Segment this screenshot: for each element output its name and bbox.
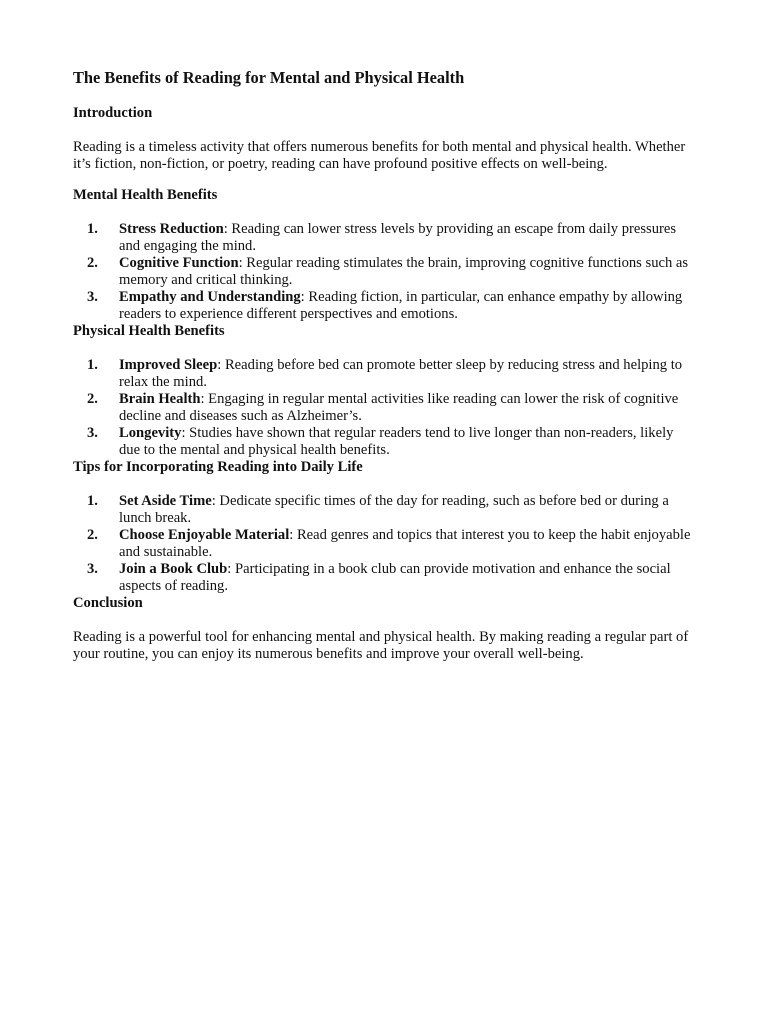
list-item-term: Stress Reduction xyxy=(119,221,224,237)
list-item-text: : Regular reading stimulates the brain, improving cognitive functions such as memory and critical thinking. xyxy=(119,255,689,288)
list-item-number: 3. xyxy=(87,289,98,305)
mental-health-heading: Mental Health Benefits xyxy=(73,187,218,203)
list-item xyxy=(87,561,695,595)
list-item-number: 1. xyxy=(87,493,98,509)
list-item-term: Cognitive Function xyxy=(119,255,239,271)
list-item-number: 1. xyxy=(87,357,98,373)
list-item xyxy=(87,493,695,527)
document-page xyxy=(73,68,695,677)
list-item-text: : Dedicate specific times of the day for reading, such as before bed or during a lunch break. xyxy=(119,493,669,526)
list-item xyxy=(87,527,695,561)
list-item-number: 2. xyxy=(87,527,98,543)
tips-heading: Tips for Incorporating Reading into Daily Life xyxy=(73,459,363,475)
list-item xyxy=(87,425,695,459)
list-item-term: Brain Health xyxy=(119,391,201,407)
list-item-text: : Reading fiction, in particular, can enhance empathy by allowing readers to experience different perspectives and emotions. xyxy=(119,289,683,322)
conclusion-heading: Conclusion xyxy=(73,595,143,611)
list-item xyxy=(87,255,695,289)
list-item-text: : Reading before bed can promote better sleep by reducing stress and helping to relax the mind. xyxy=(119,357,683,390)
list-item-text: : Participating in a book club can provide motivation and enhance the social aspects of reading. xyxy=(119,561,671,594)
list-item-text: : Engaging in regular mental activities like reading can lower the risk of cognitive decline and diseases such as Alzheimer’s. xyxy=(119,391,679,424)
list-item xyxy=(87,391,695,425)
tips-list xyxy=(73,493,695,595)
list-item-term: Longevity xyxy=(119,425,182,441)
list-item-term: Empathy and Understanding xyxy=(119,289,301,305)
introduction-paragraph: Reading is a timeless activity that offers numerous benefits for both mental and physical health. Whether it’s fiction, non-fiction, or poetry, reading can have profound positive effects on well-being. xyxy=(73,139,686,172)
physical-health-list xyxy=(73,357,695,459)
list-item-term: Improved Sleep xyxy=(119,357,218,373)
list-item xyxy=(87,221,695,255)
document-title: The Benefits of Reading for Mental and Physical Health xyxy=(73,68,465,87)
list-item-term: Set Aside Time xyxy=(119,493,212,509)
list-item-term: Join a Book Club xyxy=(119,561,228,577)
physical-health-heading: Physical Health Benefits xyxy=(73,323,225,339)
conclusion-paragraph: Reading is a powerful tool for enhancing mental and physical health. By making reading a regular part of your routine, you can enjoy its numerous benefits and improve your overall well-being. xyxy=(73,629,689,662)
list-item-number: 1. xyxy=(87,221,98,237)
list-item-number: 3. xyxy=(87,561,98,577)
list-item-number: 3. xyxy=(87,425,98,441)
mental-health-list xyxy=(73,221,695,323)
list-item-term: Choose Enjoyable Material xyxy=(119,527,290,543)
list-item xyxy=(87,357,695,391)
list-item-text: : Studies have shown that regular readers tend to live longer than non-readers, likely due to the mental and physical health benefits. xyxy=(119,425,674,458)
list-item-number: 2. xyxy=(87,391,98,407)
introduction-heading: Introduction xyxy=(73,105,153,121)
list-item-text: : Read genres and topics that interest you to keep the habit enjoyable and sustainable. xyxy=(119,527,691,560)
list-item-text: : Reading can lower stress levels by providing an escape from daily pressures and engaging the mind. xyxy=(119,221,677,254)
list-item-number: 2. xyxy=(87,255,98,271)
list-item xyxy=(87,289,695,323)
